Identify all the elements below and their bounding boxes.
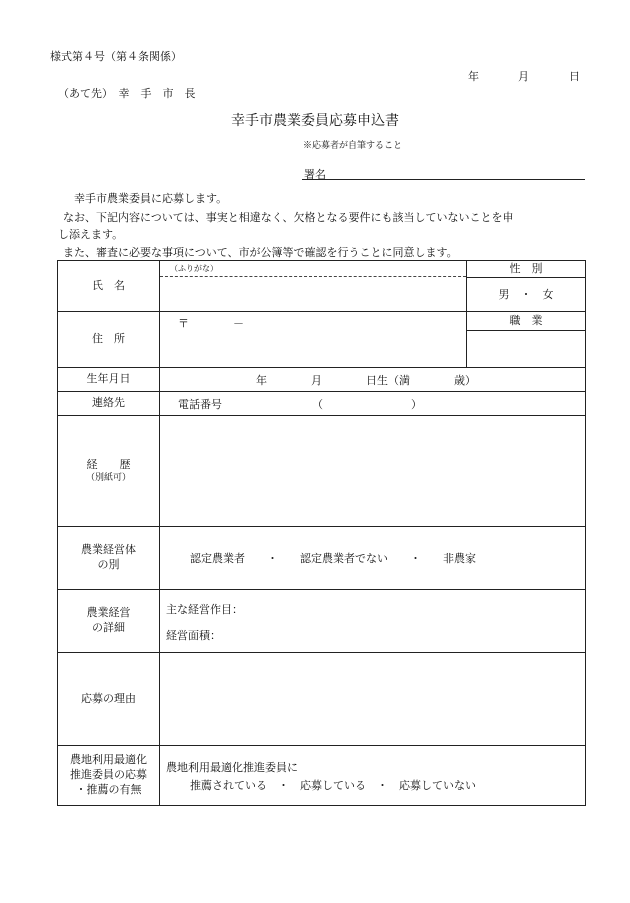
intro-line-1: 幸手市農業委員に応募します。 (74, 192, 228, 205)
row-farm-detail (58, 590, 586, 653)
phone-parens: （ ） (312, 397, 422, 411)
row-name (58, 261, 586, 312)
signature-label: 署名 (304, 168, 326, 181)
addressee: （あて先） 幸 手 市 長 (58, 87, 196, 100)
row-career (58, 416, 586, 527)
gender-label: 性 別 (467, 261, 585, 278)
reason-field[interactable] (160, 653, 586, 746)
row-contact (58, 392, 586, 416)
reason-label: 応募の理由 (58, 653, 160, 746)
name-label: 氏 名 (58, 261, 160, 312)
farm-area: 経営面積： (166, 629, 221, 642)
birth-field[interactable] (160, 368, 586, 392)
intro-line-2b: し添えます。 (58, 228, 124, 241)
date-year: 年 (468, 70, 479, 83)
name-field[interactable] (160, 261, 467, 312)
farm-type-label-2: の別 (97, 558, 120, 571)
date-day: 日 (569, 70, 580, 83)
postal-mark: 〒 － (178, 317, 244, 330)
date-month: 月 (518, 70, 529, 83)
career-sub: （別紙可） (85, 473, 131, 484)
row-reason (58, 653, 586, 746)
contact-label: 連絡先 (58, 392, 160, 416)
row-address (58, 312, 586, 368)
farm-detail-field[interactable] (160, 590, 586, 653)
page-title: 幸手市農業委員応募申込書 (231, 113, 399, 129)
rec-label-2: 推進委員の応募 (70, 768, 147, 782)
form-number: 様式第４号（第４条関係） (50, 50, 182, 63)
farm-detail-label-1: 農業経営 (86, 606, 131, 620)
occupation-cell (467, 312, 586, 368)
occupation-label: 職 業 (467, 312, 585, 331)
birth-label: 生年月日 (58, 368, 160, 392)
main-crop: 主な経営作目： (166, 603, 243, 616)
address-label: 住 所 (58, 312, 160, 368)
row-farm-type (58, 527, 586, 590)
farm-type-options-text: 認定農業者 ・ 認定農業者でない ・ 非農家 (190, 552, 476, 565)
application-form-table (57, 260, 586, 806)
furigana-label: （ふりがな） (160, 261, 466, 277)
farm-detail-label-cell (58, 590, 160, 653)
career-label: 経 歴 (86, 457, 131, 471)
career-field[interactable] (160, 416, 586, 527)
intro-line-3: また、審査に必要な事項について、市が公簿等で確認を行うことに同意します。 (63, 246, 458, 259)
intro-line-2a: なお、下記内容については、事実と相違なく、欠格となる要件にも該当していないことを申 (63, 211, 514, 224)
farm-type-label-1: 農業経営体 (81, 543, 136, 557)
occupation-field[interactable] (467, 331, 585, 367)
self-write-note: ※応募者が自筆すること (303, 141, 403, 151)
signature-line[interactable] (302, 179, 585, 180)
rec-label-1: 農地利用最適化 (70, 753, 147, 767)
rec-line-2: 推薦されている ・ 応募している ・ 応募していない (190, 778, 476, 792)
career-label-cell (58, 416, 160, 527)
phone-label: 電話番号 (178, 397, 222, 411)
gender-cell (467, 261, 586, 312)
rec-line-1: 農地利用最適化推進委員に (166, 760, 298, 774)
contact-field[interactable] (160, 392, 586, 416)
rec-label-cell (58, 746, 160, 806)
row-birth (58, 368, 586, 392)
rec-options[interactable] (160, 746, 586, 806)
birth-format: 年 月 日生（満 歳） (256, 373, 476, 387)
farm-detail-label-2: の詳細 (92, 621, 125, 634)
farm-type-label-cell (58, 527, 160, 590)
address-field[interactable] (160, 312, 467, 368)
rec-label-3: ・推薦の有無 (75, 782, 142, 796)
farm-type-options[interactable] (160, 527, 586, 590)
row-recommendation (58, 746, 586, 806)
gender-options[interactable]: 男 ・ 女 (498, 288, 554, 301)
